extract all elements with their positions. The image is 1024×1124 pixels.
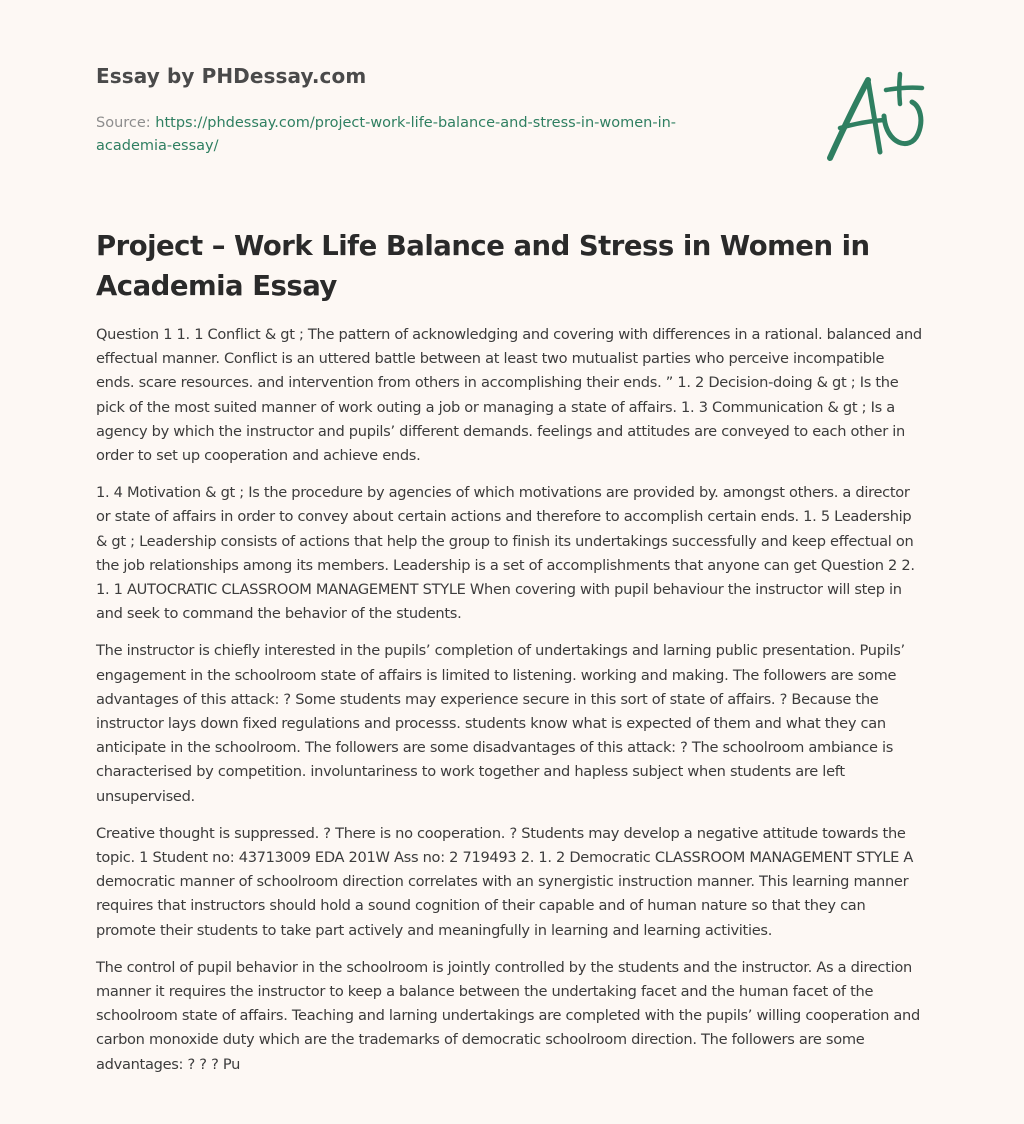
essay-paragraph: The control of pupil behavior in the schoolroom is jointly controlled by the students and the instructor. As a direction manner it requires the instructor to keep a balance between the undertaking facet and the human facet of the schoolroom state of affairs. Teaching and larning undertakings are completed with the pupils’ willing cooperation and carbon monoxide duty which are the trademarks of democratic schoolroom direction. The followers are some advantages: ? ? ? Pu — [96, 958, 920, 1073]
site-title: Essay by PHDessay.com — [96, 64, 367, 88]
source-link[interactable]: https://phdessay.com/project-work-life-balance-and-stress-in-women-in-academia-essay/ — [96, 115, 677, 154]
essay-paragraph: Question 1 1. 1 Conflict & gt ; The pattern of acknowledging and covering with differences in a rational. balanced and effectual manner. Conflict is an uttered battle between at least two mutualist parties who perceive incompatible ends. scare resources. and intervention from others in accomplishing their ends. ” 1. 2 Decision-doing & gt ; Is the pick of the most suited manner of work outing a job or managing a state of affairs. 1. 3 Communication & gt ; Is a agency by which the instructor and pupils’ different demands. feelings and attitudes are conveyed to each other in order to set up cooperation and achieve ends. — [96, 326, 922, 465]
a-plus-grade-logo-icon — [820, 66, 932, 166]
essay-title: Project – Work Life Balance and Stress in Women in Academia Essay — [96, 230, 870, 302]
essay-body — [96, 323, 926, 1090]
source-line — [96, 112, 716, 158]
essay-paragraph: Creative thought is suppressed. ? There is no cooperation. ? Students may develop a negative attitude towards the topic. 1 Student no: 43713009 EDA 201W Ass no: 2 719493 2. 1. 2 Democratic CLASSROOM MANAGEMENT STYLE A democratic manner of schoolroom direction correlates with an synergistic instruction manner. This learning manner requires that instructors should hold a sound cognition of their capable and of human nature so that they can promote their students to take part actively and meaningfully in learning and learning activities. — [96, 824, 914, 939]
essay-paragraph: 1. 4 Motivation & gt ; Is the procedure by agencies of which motivations are provided by. amongst others. a director or state of affairs in order to convey about certain actions and therefore to accomplish certain ends. 1. 5 Leadership & gt ; Leadership consists of actions that help the group to finish its undertakings successfully and keep effectual on the job relationships among its members. Leadership is a set of accomplishments that anyone can get Question 2 2. 1. 1 AUTOCRATIC CLASSROOM MANAGEMENT STYLE When covering with pupil behaviour the instructor will step in and seek to command the behavior of the students. — [96, 484, 915, 623]
source-label: Source: — [96, 115, 151, 131]
essay-paragraph: The instructor is chiefly interested in the pupils’ completion of undertakings and larning public presentation. Pupils’ engagement in the schoolroom state of affairs is limited to listening. working and making. The followers are some advantages of this attack: ? Some students may experience secure in this sort of state of affairs. ? Because the instructor lays down fixed regulations and processs. students know what is expected of them and what they can anticipate in the schoolroom. The followers are some disadvantages of this attack: ? The schoolroom ambiance is characterised by competition. involuntariness to work together and hapless subject when students are left unsupervised. — [96, 642, 905, 805]
